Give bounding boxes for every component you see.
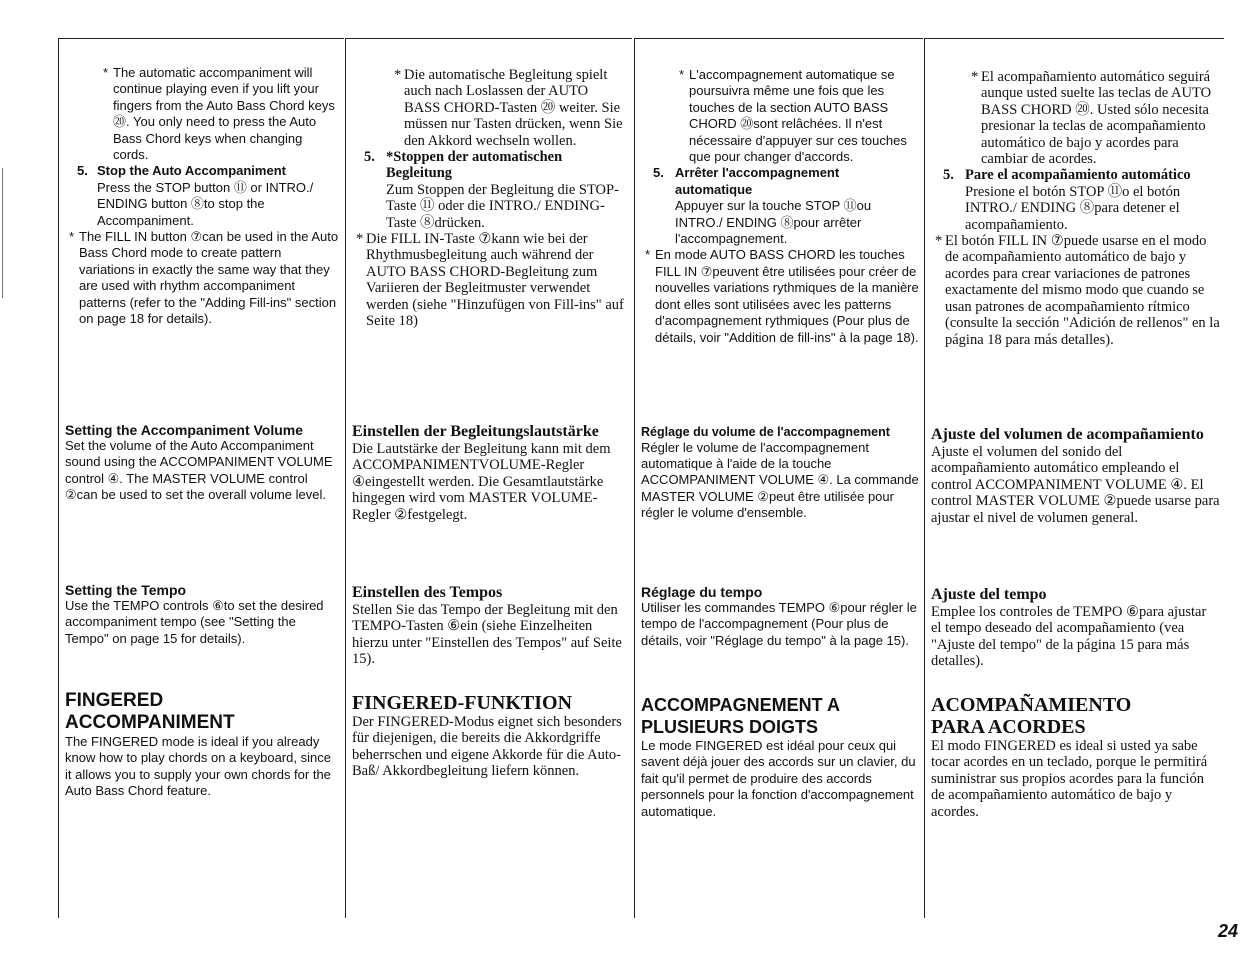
de-tempo-body: Stellen Sie das Tempo der Begleitung mit den TEMPO-Tasten ⑥ein (siehe Einzelheiten hierzu unter "Einstellen des Tempos" auf Seite 15). (352, 602, 622, 668)
de-operation-section (352, 67, 628, 330)
fr-auto-bullet: * L'accompagnement automatique se poursuivra même une fois que les touches de la section AUTO BASS CHORD ⑳sont relâchées. Il n'est nécessaire d'appuyer sur ces touches que pour changer d'accords. (679, 67, 907, 165)
fr-fingered-body: Le mode FINGERED est idéal pour ceux qui savent déjà jouer des accords sur un clavier, du fait qu'il permet de produire des accords personnels pour la fonction d'accompagnement automatique. (641, 738, 916, 819)
en-tempo-section (65, 582, 340, 647)
es-auto-bullet-text: El acompañamiento automático seguirá aunque usted suelte las teclas de AUTO BASS CHORD ⑳. Usted sólo necesita presionar la teclas de acompañamiento automático de bajo y acordes para cambiar de acordes. (981, 69, 1212, 168)
en-fingered-body: The FINGERED mode is ideal if you already know how to play chords on a keyboard, since it allows you to supply your own chords for the Auto Bass Chord feature. (65, 734, 331, 799)
de-volume-section (352, 423, 628, 523)
en-auto-bullet-text: The automatic accompaniment will continue playing even if you lift your fingers from the Auto Bass Chord keys ⑳. You only need to press the Auto Bass Chord keys when changing cords. (113, 65, 335, 163)
fr-step5-title: Arrêter l'accompagnement automatique (675, 165, 840, 197)
en-step5-title: Stop the Auto Accompaniment (97, 163, 286, 179)
es-tempo-body: Emplee los controles de TEMPO ⑥para ajustar el tempo deseado del acompañamiento (vea "Ajuste del tempo" de la página 15 para más detalles). (931, 604, 1207, 670)
fr-step5-number: 5. (653, 165, 664, 181)
es-tempo-heading: Ajuste del tempo (931, 586, 1047, 603)
fr-volume-heading: Réglage du volume de l'accompagnement (641, 425, 890, 439)
de-auto-bullet-text: Die automatische Begleitung spielt auch nach Loslassen der AUTO BASS CHORD-Tasten ⑳ weiter. Sie müssen nur Tasten drücken, wenn Sie den Akkord wechseln wollen. (404, 67, 623, 149)
en-auto-bullet: * The automatic accompaniment will continue playing even if you lift your fingers from the Auto Bass Chord keys ⑳. You only need to press the Auto Bass Chord keys when changing cords. (103, 65, 335, 163)
es-step5-body: Presione el botón STOP ⑪o el botón INTRO./ ENDING ⑧para detener el acompañamiento. (965, 183, 1181, 233)
es-volume-section (931, 426, 1220, 526)
es-fingered-section (931, 694, 1220, 820)
fr-fill-bullet-text: En mode AUTO BASS CHORD les touches FILL IN ⑦peuvent être utilisées pour créer de nouvelles variations rythmiques de la manière dont elles sont utilisées avec les patterns d'acompagnement rythmiques (Pour plus de détails, voir "Addition de fill-ins" à la page 18). (655, 247, 919, 345)
fr-volume-body: Régler le volume de l'accompagnement automatique à l'aide de la touche ACCOMPANIMENT VOLUME ④. La commande MASTER VOLUME ②peut être utilisée pour régler le volume d'ensemble. (641, 439, 919, 521)
fr-fingered-heading-line2: PLUSIEURS DOIGTS (641, 717, 819, 737)
de-volume-heading: Einstellen der Begleitungslautstärke (352, 423, 599, 440)
de-fill-bullet: * Die FILL IN-Taste ⑦kann wie bei der Rhythmusbegleitung auch während der AUTO BASS CHORD-Begleitung zum Variieren der Begleitmuster verwendet werden (siehe "Hinzufügen von Fill-ins" auf Seite 18) (356, 231, 624, 330)
fr-step5-body: Appuyer sur la touche STOP ⑪ou INTRO./ ENDING ⑧pour arrêter l'accompagnement. (675, 198, 872, 247)
binding-edge-mark (2, 168, 3, 298)
en-fingered-heading-line2: ACCOMPANIMENT (65, 712, 235, 733)
en-volume-section (65, 422, 340, 504)
es-fill-bullet-text: El botón FILL IN ⑦puede usarse en el modo de acompañamiento automático de bajo y acordes para crear variaciones de patrones exactamente del mismo modo que cuando se usan patrones de acompañamiento rítmico (consulte la sección "Adición de rellenos" en la página 18 para más detalles). (945, 233, 1220, 348)
es-tempo-section (931, 586, 1220, 670)
en-operation-section (65, 65, 340, 328)
de-volume-body: Die Lautstärke der Begleitung kann mit dem ACCOMPANIMENTVOLUME-Regler ④eingestellt werden. Die Gesamtlautstärke hingegen wird vom MASTER VOLUME-Regler ②festgelegt. (352, 441, 611, 523)
de-fingered-body: Der FINGERED-Modus eignet sich besonders für diejenigen, die bereits die Akkordgriffe beherrschen und eigene Akkorde für die Auto-Baß/ Akkordbegleitung liefern können. (352, 714, 622, 780)
en-fill-bullet-text: The FILL IN button ⑦can be used in the Auto Bass Chord mode to create pattern variations in exactly the same way that they are used with rhythm accompaniment patterns (refer to the "Adding Fill-ins" section on page 18 for details). (79, 229, 339, 327)
fr-volume-section (641, 425, 919, 522)
en-tempo-body: Use the TEMPO controls ⑥to set the desired accompaniment tempo (see "Setting the Tempo" on page 15 for details). (65, 598, 324, 646)
es-step5 (931, 167, 1220, 233)
es-fingered-body: El modo FINGERED es ideal si usted ya sabe tocar acordes en un teclado, porque le permitirá suministrar sus propios acordes para la función de acompañamiento automático de bajo y acordes. (931, 738, 1208, 820)
es-volume-body: Ajuste el volumen del sonido del acompañamiento automático empleando el control ACCOMPANIMENT VOLUME ④. El control MASTER VOLUME ②puede usarse para ajustar el nivel de volumen general. (931, 444, 1220, 526)
es-volume-heading: Ajuste del volumen de acompañamiento (931, 426, 1204, 443)
fr-fill-bullet: * En mode AUTO BASS CHORD les touches FILL IN ⑦peuvent être utilisées pour créer de nouvelles variations rythmiques de la manière dont elles sont utilisées avec les patterns d'acompagnement rythmiques (Pour plus de détails, voir "Addition de fill-ins" à la page 18). (645, 247, 919, 345)
fr-step5 (641, 165, 919, 247)
en-fingered-section (65, 690, 340, 800)
es-operation-section (931, 69, 1220, 348)
en-step5-number: 5. (77, 163, 88, 179)
fr-fingered-section (641, 694, 919, 820)
es-step5-number: 5. (943, 167, 954, 184)
fr-tempo-section (641, 584, 919, 649)
en-volume-body: Set the volume of the Auto Accompaniment sound using the ACCOMPANIMENT VOLUME control ④. The MASTER VOLUME control ②can be used to set the overall volume level. (65, 438, 333, 503)
fr-operation-section (641, 67, 919, 346)
de-step5-body: Zum Stoppen der Begleitung die STOP-Taste ⑪ oder die INTRO./ ENDING-Taste ⑧drücken. (386, 181, 619, 231)
fr-auto-bullet-text: L'accompagnement automatique se poursuivra même une fois que les touches de la section AUTO BASS CHORD ⑳sont relâchées. Il n'est nécessaire d'appuyer sur ces touches que pour changer d'accords. (689, 67, 907, 165)
en-fingered-heading-line1: FINGERED (65, 690, 164, 711)
column-english (58, 38, 344, 918)
en-volume-heading: Setting the Accompaniment Volume (65, 422, 304, 438)
column-french (634, 38, 923, 918)
de-tempo-section (352, 584, 628, 668)
es-step5-title: Pare el acompañamiento automático (965, 167, 1191, 184)
de-auto-bullet: * Die automatische Begleitung spielt auch nach Loslassen der AUTO BASS CHORD-Tasten ⑳ weiter. Sie müssen nur Tasten drücken, wenn Sie den Akkord wechseln wollen. (394, 67, 623, 149)
es-fingered-heading-line2: PARA ACORDES (931, 716, 1086, 738)
en-tempo-heading: Setting the Tempo (65, 582, 187, 598)
en-step5 (65, 163, 340, 229)
de-fingered-section (352, 692, 628, 780)
fr-fingered-heading-line1: ACCOMPAGNEMENT A (641, 695, 840, 715)
de-step5-number: 5. (364, 149, 375, 166)
es-fingered-heading-line1: ACOMPAÑAMIENTO (931, 694, 1132, 716)
en-step5-body: Press the STOP button ⑪ or INTRO./ ENDING button ⑧to stop the Accompaniment. (97, 179, 314, 228)
page-number: 24 (1217, 921, 1238, 941)
es-fill-bullet: * El botón FILL IN ⑦puede usarse en el modo de acompañamiento automático de bajo y acordes para crear variaciones de patrones exactamente del mismo modo que cuando se usan patrones de acompañamiento rítmico (consulte la sección "Adición de rellenos" en la página 18 para más detalles). (935, 233, 1220, 348)
de-step5 (352, 149, 628, 231)
column-german (345, 38, 632, 918)
de-fingered-heading: FINGERED-FUNKTION (352, 692, 573, 714)
es-auto-bullet: * El acompañamiento automático seguirá aunque usted suelte las teclas de AUTO BASS CHORD ⑳. Usted sólo necesita presionar la teclas de acompañamiento automático de bajo y acordes para cambiar de acordes. (971, 69, 1212, 168)
fr-tempo-body: Utiliser les commandes TEMPO ⑥pour régler le tempo de l'accompagnement (Pour plus de détails, voir "Réglage du tempo" à la page 15). (641, 600, 917, 648)
en-fill-bullet: * The FILL IN button ⑦can be used in the Auto Bass Chord mode to create pattern variations in exactly the same way that they are used with rhythm accompaniment patterns (refer to the "Adding Fill-ins" section on page 18 for details). (69, 229, 339, 327)
de-fill-bullet-text: Die FILL IN-Taste ⑦kann wie bei der Rhythmusbegleitung auch während der AUTO BASS CHORD-Begleitung zum Variieren der Begleitmuster verwendet werden (siehe "Hinzufügen von Fill-ins" auf Seite 18) (366, 231, 624, 330)
column-spanish (924, 38, 1224, 918)
fr-tempo-heading: Réglage du tempo (641, 584, 763, 600)
de-step5-title: *Stoppen der automatischen Begleitung (386, 149, 563, 182)
de-tempo-heading: Einstellen des Tempos (352, 584, 503, 601)
